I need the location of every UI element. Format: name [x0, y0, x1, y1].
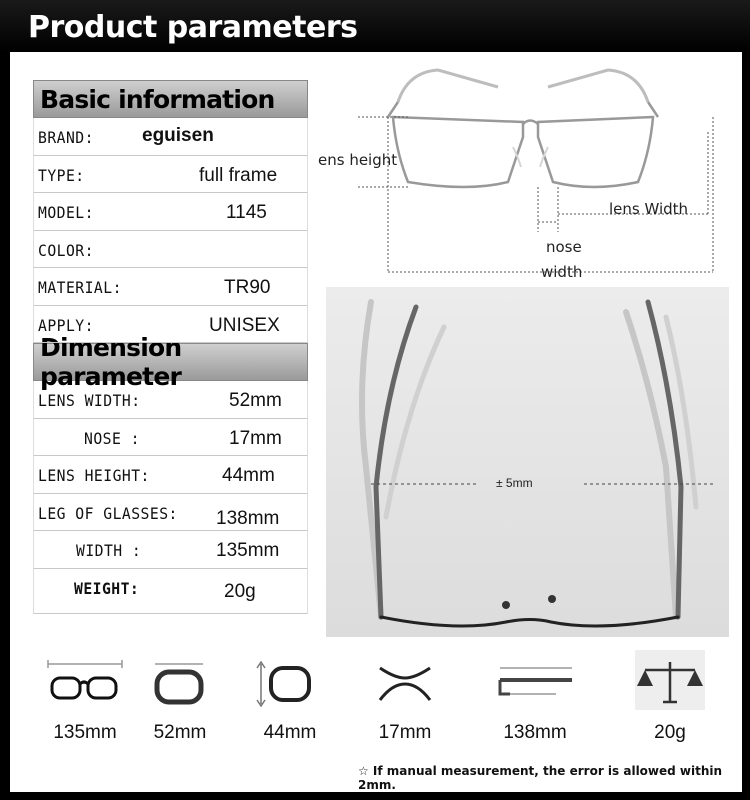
lens-height-label-icon: 44mm — [263, 722, 317, 743]
apply-key: APPLY: — [38, 315, 94, 335]
header-bar — [0, 0, 750, 52]
width-value: 135mm — [216, 540, 280, 561]
lens-width-label-icon: 52mm — [153, 722, 207, 743]
weight-value: 20g — [224, 580, 256, 602]
basic-info-heading — [33, 80, 308, 118]
material-key: MATERIAL: — [38, 278, 122, 297]
nose-bridge-icon — [350, 650, 460, 750]
table-row — [33, 569, 308, 614]
width-label: width — [541, 263, 583, 281]
lens-height-label: ens height — [318, 151, 398, 169]
lens-width-value: 52mm — [229, 390, 282, 411]
nose-key: NOSE : — [84, 428, 140, 448]
material-value: TR90 — [224, 277, 271, 298]
temple-flex-photo — [326, 287, 729, 637]
lens-width-label: lens Width — [609, 200, 689, 218]
color-key: COLOR: — [38, 240, 94, 260]
dimension-heading — [33, 333, 308, 391]
dimension-icon-strip — [10, 650, 742, 760]
glasses-front-diagram — [318, 62, 728, 282]
weight-key: WEIGHT: — [74, 578, 140, 598]
frame-width-icon — [30, 650, 140, 750]
temple-length-label: 138mm — [503, 722, 567, 743]
model-key: MODEL: — [38, 203, 94, 222]
temple-length-icon — [480, 650, 590, 750]
table-row — [33, 118, 308, 156]
leg-key: LEG OF GLASSES: — [38, 503, 178, 523]
lens-height-key: LENS HEIGHT: — [38, 466, 150, 485]
table-row — [33, 193, 308, 231]
table-row — [33, 306, 308, 344]
type-value: full frame — [199, 164, 278, 186]
brand-key: BRAND: — [38, 128, 94, 147]
leg-value: 138mm — [216, 507, 280, 529]
table-row — [33, 531, 308, 569]
lens-height-icon — [235, 650, 345, 750]
lens-height-value: 44mm — [222, 465, 275, 486]
measurement-note: ☆ If manual measurement, the error is allowed within 2mm. — [358, 764, 723, 792]
table-row — [33, 456, 308, 494]
tolerance-label: ± 5mm — [496, 476, 533, 490]
type-key: TYPE: — [38, 165, 85, 185]
parameter-table — [33, 80, 308, 614]
lens-width-key: LENS WIDTH: — [38, 391, 141, 410]
page-title: Product parameters — [28, 10, 358, 45]
nose-label: nose — [546, 238, 582, 256]
width-key: WIDTH : — [76, 541, 142, 560]
dimension-title: Dimension parameter — [40, 333, 182, 391]
apply-value: UNISEX — [209, 314, 280, 336]
brand-value: eguisen — [142, 125, 214, 146]
basic-info-title: Basic information — [40, 84, 275, 114]
table-row — [33, 231, 308, 269]
temple-flex-illustration — [326, 287, 729, 637]
table-row — [33, 381, 308, 419]
nose-bridge-label: 17mm — [378, 722, 432, 743]
table-row — [33, 156, 308, 194]
table-row — [33, 268, 308, 306]
model-value: 1145 — [226, 202, 267, 223]
table-row — [33, 494, 308, 532]
table-row — [33, 419, 308, 457]
weight-label: 20g — [654, 722, 686, 743]
lens-width-icon — [125, 650, 235, 750]
scale-icon — [615, 650, 725, 750]
frame-width-label: 135mm — [53, 722, 117, 743]
nose-value: 17mm — [229, 427, 282, 449]
